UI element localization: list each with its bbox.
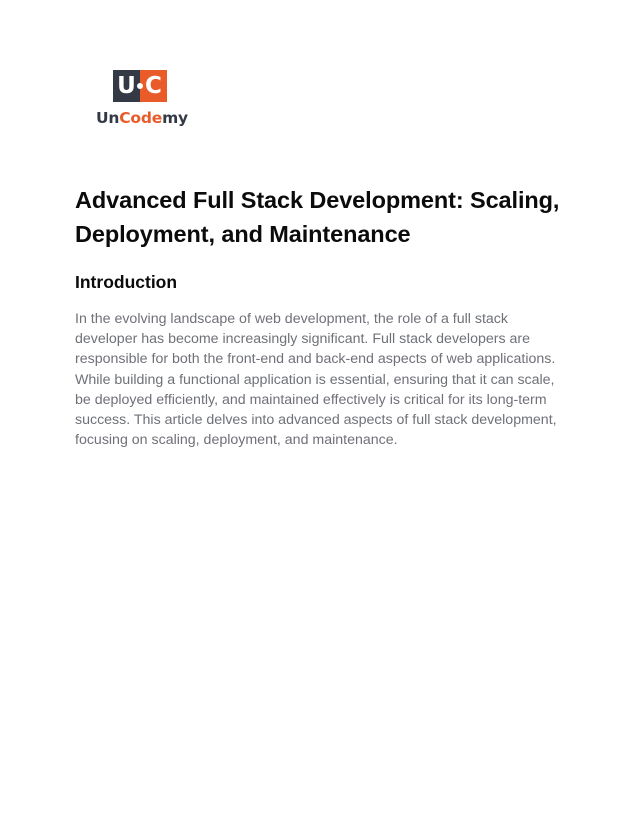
uncodemy-logo: [96, 70, 186, 128]
logo-mark: [113, 70, 167, 102]
section-heading-introduction: Introduction: [75, 272, 178, 292]
logo-mark-u: U: [113, 70, 140, 102]
article-title: Advanced Full Stack Development: Scaling, Deployment, and Maintenance: [75, 187, 560, 247]
logo-dot: [137, 83, 143, 89]
logo-wordmark: [96, 108, 188, 128]
logo-word-un: Un: [96, 109, 120, 127]
logo-word-code: Code: [119, 109, 163, 127]
logo-mark-c: C: [140, 70, 167, 102]
logo-word-my: my: [162, 109, 188, 127]
intro-paragraph: In the evolving landscape of web development, the role of a full stack developer has become increasingly significant. Full stack developers are responsible for both the front-end and back-end aspects of web applications. While building a functional application is essential, ensuring that it can scale, be deployed efficiently, and maintained effectively is critical for its long-term success. This article delves into advanced aspects of full stack development, focusing on scaling, deployment, and maintenance.: [75, 311, 557, 449]
